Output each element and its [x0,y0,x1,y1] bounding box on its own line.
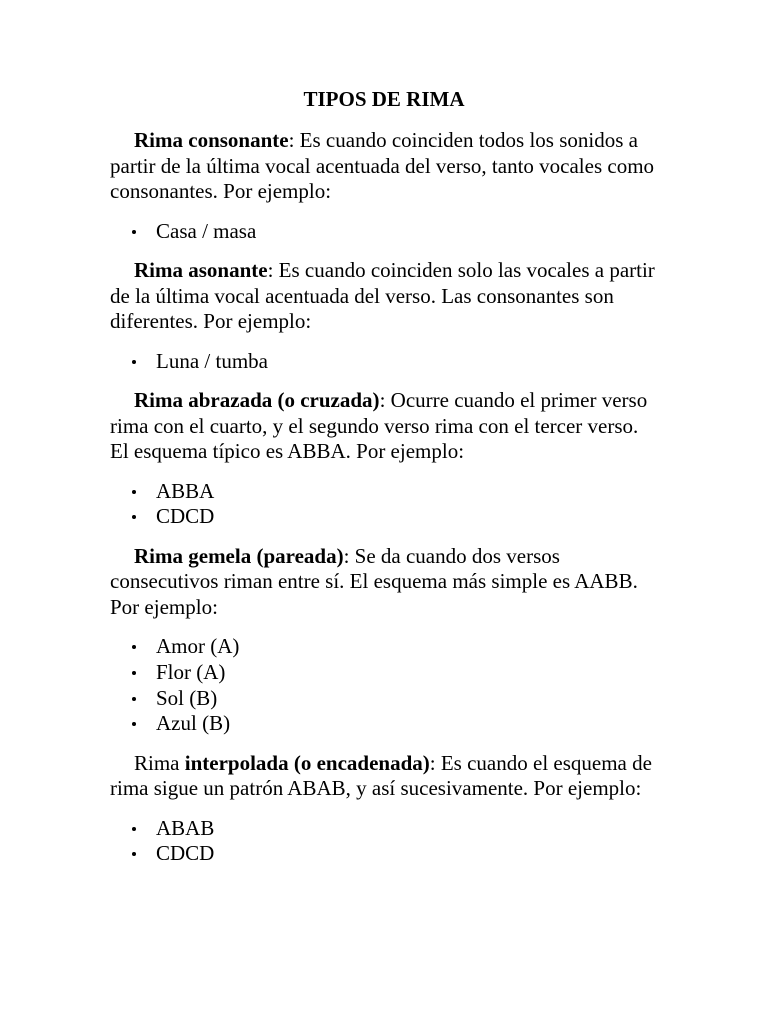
example-text: Casa / masa [156,218,257,243]
section-rima-interpolada [110,751,658,802]
bullet-icon [132,645,136,649]
list-item [110,841,658,867]
list-item [110,504,658,530]
section-rima-abrazada [110,388,658,465]
example-text: CDCD [156,504,215,529]
example-text: ABAB [156,815,215,840]
term-prefix: Rima [134,750,185,775]
bullet-icon [132,360,136,364]
section-rima-gemela [110,544,658,621]
example-text: Amor (A) [156,634,240,659]
example-text: Luna / tumba [156,348,268,373]
section-rima-asonante [110,258,658,335]
list-item [110,349,658,375]
bullet-icon [132,515,136,519]
examples-list [110,634,658,736]
bullet-icon [132,852,136,856]
examples-list [110,479,658,530]
bullet-icon [132,230,136,234]
examples-list [110,219,658,245]
term-description: : Se da cuando dos versos consecutivos riman entre sí. El esquema más simple es AABB. Por ejemplo: [110,543,638,619]
list-item [110,816,658,842]
term-label: interpolada (o encadenada) [184,750,430,775]
term-description: : Es cuando coinciden todos los sonidos a partir de la última vocal acentuada del verso, tanto vocales como consonantes. Por ejemplo: [110,128,655,203]
list-item [110,660,658,686]
term-label: Rima asonante [134,258,268,283]
term-description: : Ocurre cuando el primer verso rima con el cuarto, y el segundo verso rima con el tercer verso. El esquema típico es ABBA. Por ejemplo: [110,388,648,464]
term-description: : Es cuando el esquema de rima sigue un patrón ABAB, y así sucesivamente. Por ejemplo: [110,750,652,801]
list-item [110,686,658,712]
bullet-icon [132,490,136,494]
document-title: TIPOS DE RIMA [303,87,465,111]
bullet-icon [132,671,136,675]
example-text: CDCD [156,841,215,866]
term-label: Rima abrazada (o cruzada) [134,388,380,413]
bullet-icon [132,697,136,701]
example-text: Sol (B) [156,685,218,710]
list-item [110,634,658,660]
list-item [110,219,658,245]
term-label: Rima gemela (pareada) [134,543,344,568]
list-item [110,711,658,737]
examples-list [110,349,658,375]
section-rima-consonante [110,128,658,205]
term-label: Rima consonante [134,128,289,152]
examples-list [110,816,658,867]
term-description: : Es cuando coinciden solo las vocales a partir de la última vocal acentuada del verso. Las consonantes son diferentes. Por ejemplo: [110,258,655,334]
bullet-icon [132,827,136,831]
bullet-icon [132,722,136,726]
example-text: Flor (A) [156,659,226,684]
document-page [110,84,658,881]
example-text: ABBA [156,478,215,503]
list-item [110,479,658,505]
example-text: Azul (B) [156,711,231,736]
